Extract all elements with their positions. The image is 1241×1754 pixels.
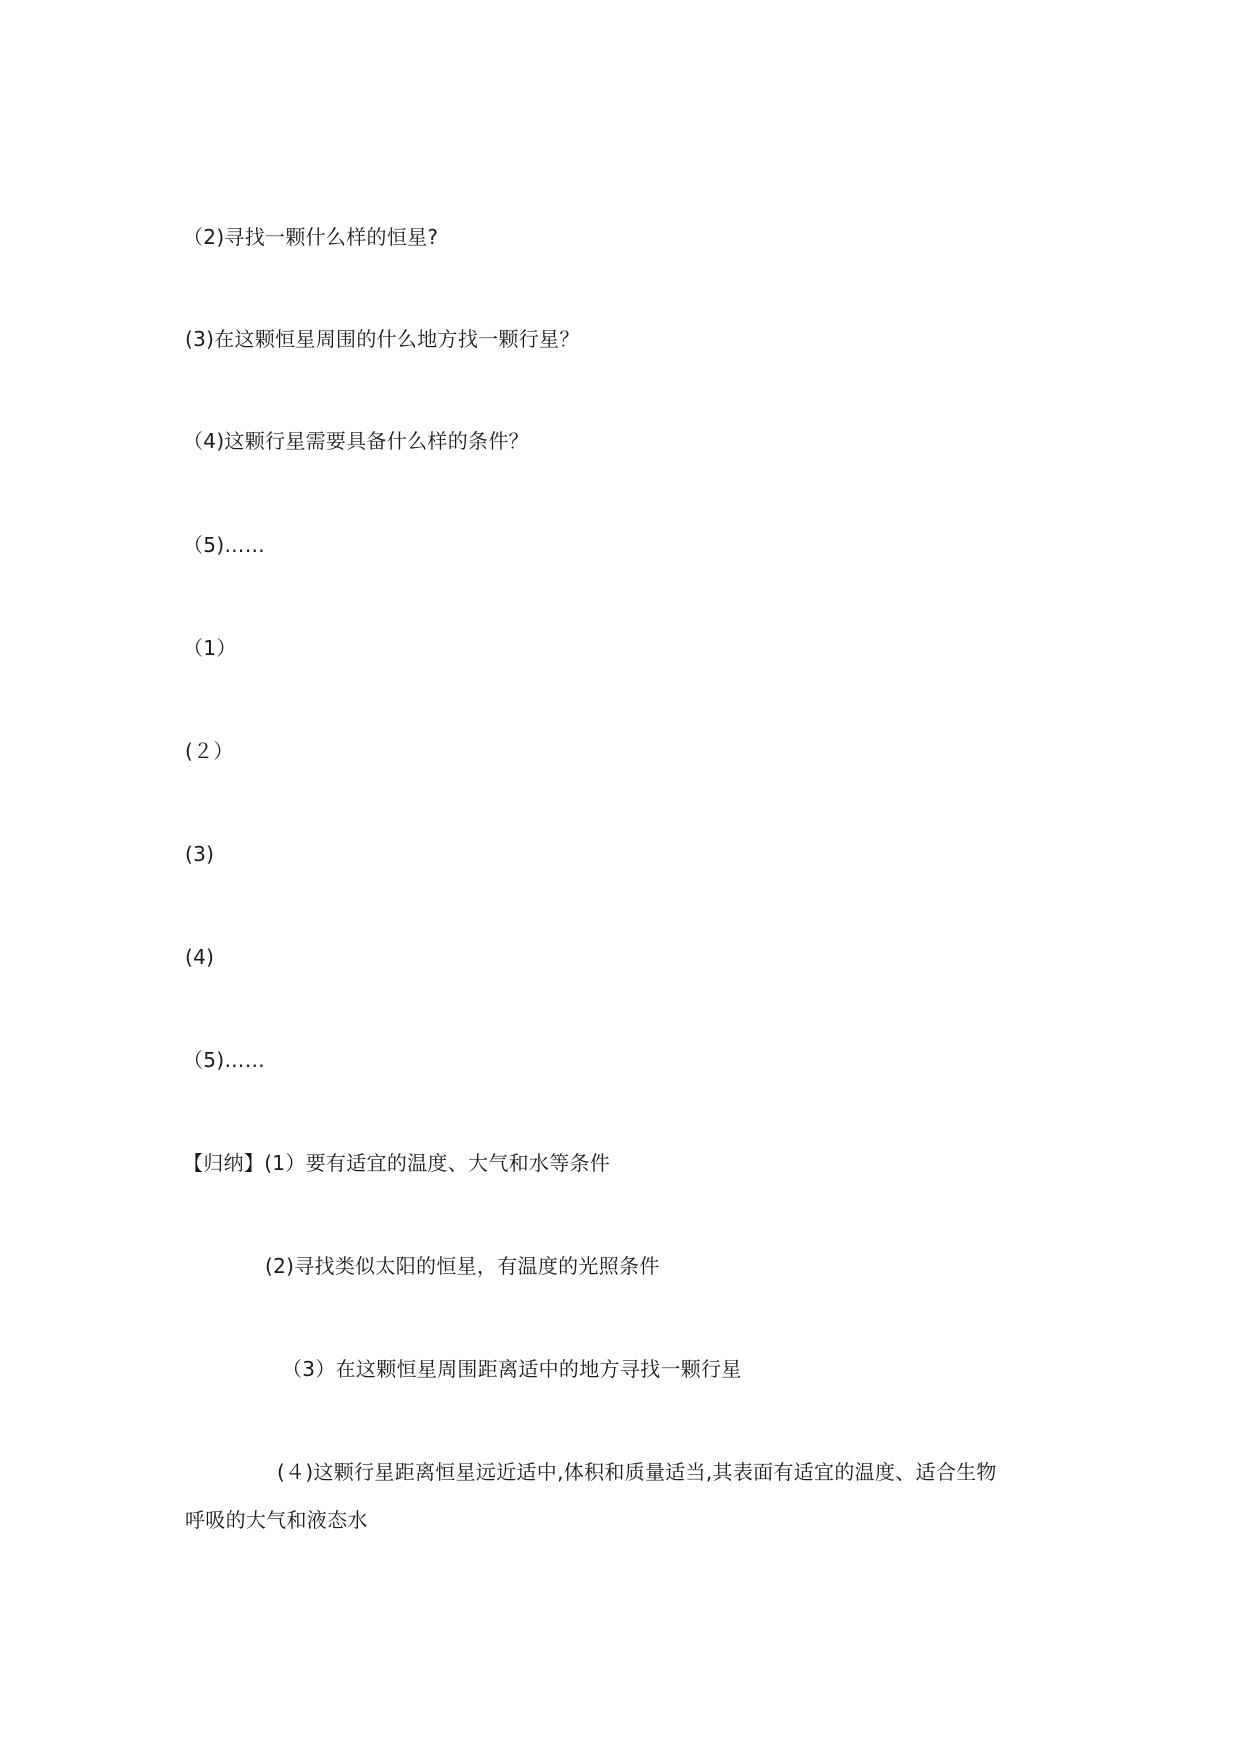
question-5: （5)……: [183, 533, 266, 557]
answer-2: (２）: [185, 739, 234, 763]
answer-5: （5)……: [183, 1048, 266, 1072]
answer-3: (3): [185, 842, 215, 866]
summary-item-4-line-1: (４)这颗行星距离恒星远近适中,体积和质量适当,其表面有适宜的温度、适合生物: [277, 1460, 997, 1484]
summary-first-line: [183, 1149, 610, 1177]
question-4: （4)这颗行星需要具备什么样的条件？: [183, 429, 529, 453]
summary-item-3: （3）在这颗恒星周围距离适中的地方寻找一颗行星: [282, 1357, 742, 1381]
summary-item-1: (1）要有适宜的温度、大气和水等条件: [264, 1151, 611, 1175]
summary-heading: 【归纳】: [183, 1151, 265, 1175]
answer-4: (4): [185, 945, 215, 969]
summary-item-4-line-2: 呼吸的大气和液态水: [185, 1508, 368, 1532]
question-2: （2)寻找一颗什么样的恒星?: [183, 225, 439, 249]
answer-1: （1）: [183, 636, 237, 660]
question-3: (3)在这颗恒星周围的什么地方找一颗行星？: [185, 327, 580, 351]
summary-item-2: (2)寻找类似太阳的恒星，有温度的光照条件: [265, 1254, 660, 1278]
